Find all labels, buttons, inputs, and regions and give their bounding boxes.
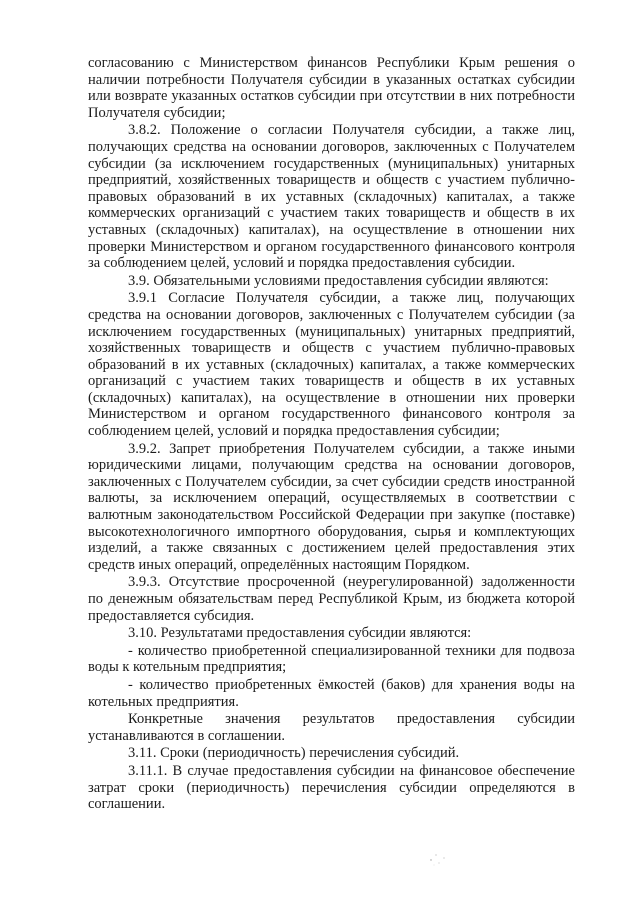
paragraph-3-9-3: 3.9.3. Отсутствие просроченной (неурегулированной) задолженности по денежным обязательствам перед Республикой Крым, из бюджета которой предоставляется субсидия. [88, 574, 575, 624]
paragraph-3-11-1: 3.11.1. В случае предоставления субсидии на финансовое обеспечение затрат сроки (периодичность) перечисления субсидии определяются в соглашении. [88, 762, 575, 813]
document-body [88, 55, 575, 813]
paragraph-3-9-2: 3.9.2. Запрет приобретения Получателем субсидии, а также иными юридическими лицами, получающим средства на основании договоров, заключенных с Получателем субсидии, за счет субсидии средств иностранной валюты, за исключением операций, осуществляемых в соответствии с валютным законодательством Российской Федерации при закупке (поставке) высокотехнологичного импортного оборудования, сырья и комплектующих изделий, а также связанных с достижением целей предоставления этих средств иных операций, определённых настоящим Порядком. [88, 440, 575, 573]
paragraph-specific-values: Конкретные значения результатов предоставления субсидии устанавливаются в соглашении. [88, 711, 575, 744]
paragraph-3-8-2: 3.8.2. Положение о согласии Получателя субсидии, а также лиц, получающих средства на основании договоров, заключенных с Получателем субсидии (за исключением государственных (муниципальных) унитарных предприятий, хозяйственных товариществ и обществ с участием публично-правовых образований в их уставных (складочных) капиталах, а также коммерческих организаций с участием таких товариществ и обществ в их уставных (складочных) капиталах), на осуществление в отношении них проверки Министерством и органом государственного финансового контроля за соблюдением целей, условий и порядка предоставления субсидии. [88, 122, 575, 272]
paragraph-3-11: 3.11. Сроки (периодичность) перечисления субсидий. [128, 745, 460, 762]
paragraph-3-10: 3.10. Результатами предоставления субсидии являются: [128, 625, 472, 642]
scan-specks [425, 848, 455, 868]
list-item-tanks: - количество приобретенных ёмкостей (баков) для хранения воды на котельных предприятия. [88, 676, 575, 710]
list-item-vehicles: - количество приобретенной специализированной техники для подвоза воды к котельным предприятия; [88, 642, 575, 676]
paragraph-3-9-1: 3.9.1 Согласие Получателя субсидии, а также лиц, получающих средства на основании договоров, заключенных с Получателем субсидии (за исключением государственных (муниципальных) унитарных предприятий, хозяйственных товариществ и обществ с участием публично-правовых образований в их уставных (складочных) капиталах, а также коммерческих организаций с участием таких товариществ и обществ в их уставных (складочных) капиталах), на осуществление в отношении них проверки Министерством и органом государственного финансового контроля за соблюдением целей, условий и порядка предоставления субсидии; [88, 290, 575, 440]
paragraph-continuation: согласованию с Министерством финансов Республики Крым решения о наличии потребности Получателя субсидии в указанных остатках субсидии или возврате указанных остатков субсидии при отсутствии в них потребности Получателя субсидии; [88, 55, 575, 121]
paragraph-3-9: 3.9. Обязательными условиями предоставления субсидии являются: [128, 272, 549, 289]
